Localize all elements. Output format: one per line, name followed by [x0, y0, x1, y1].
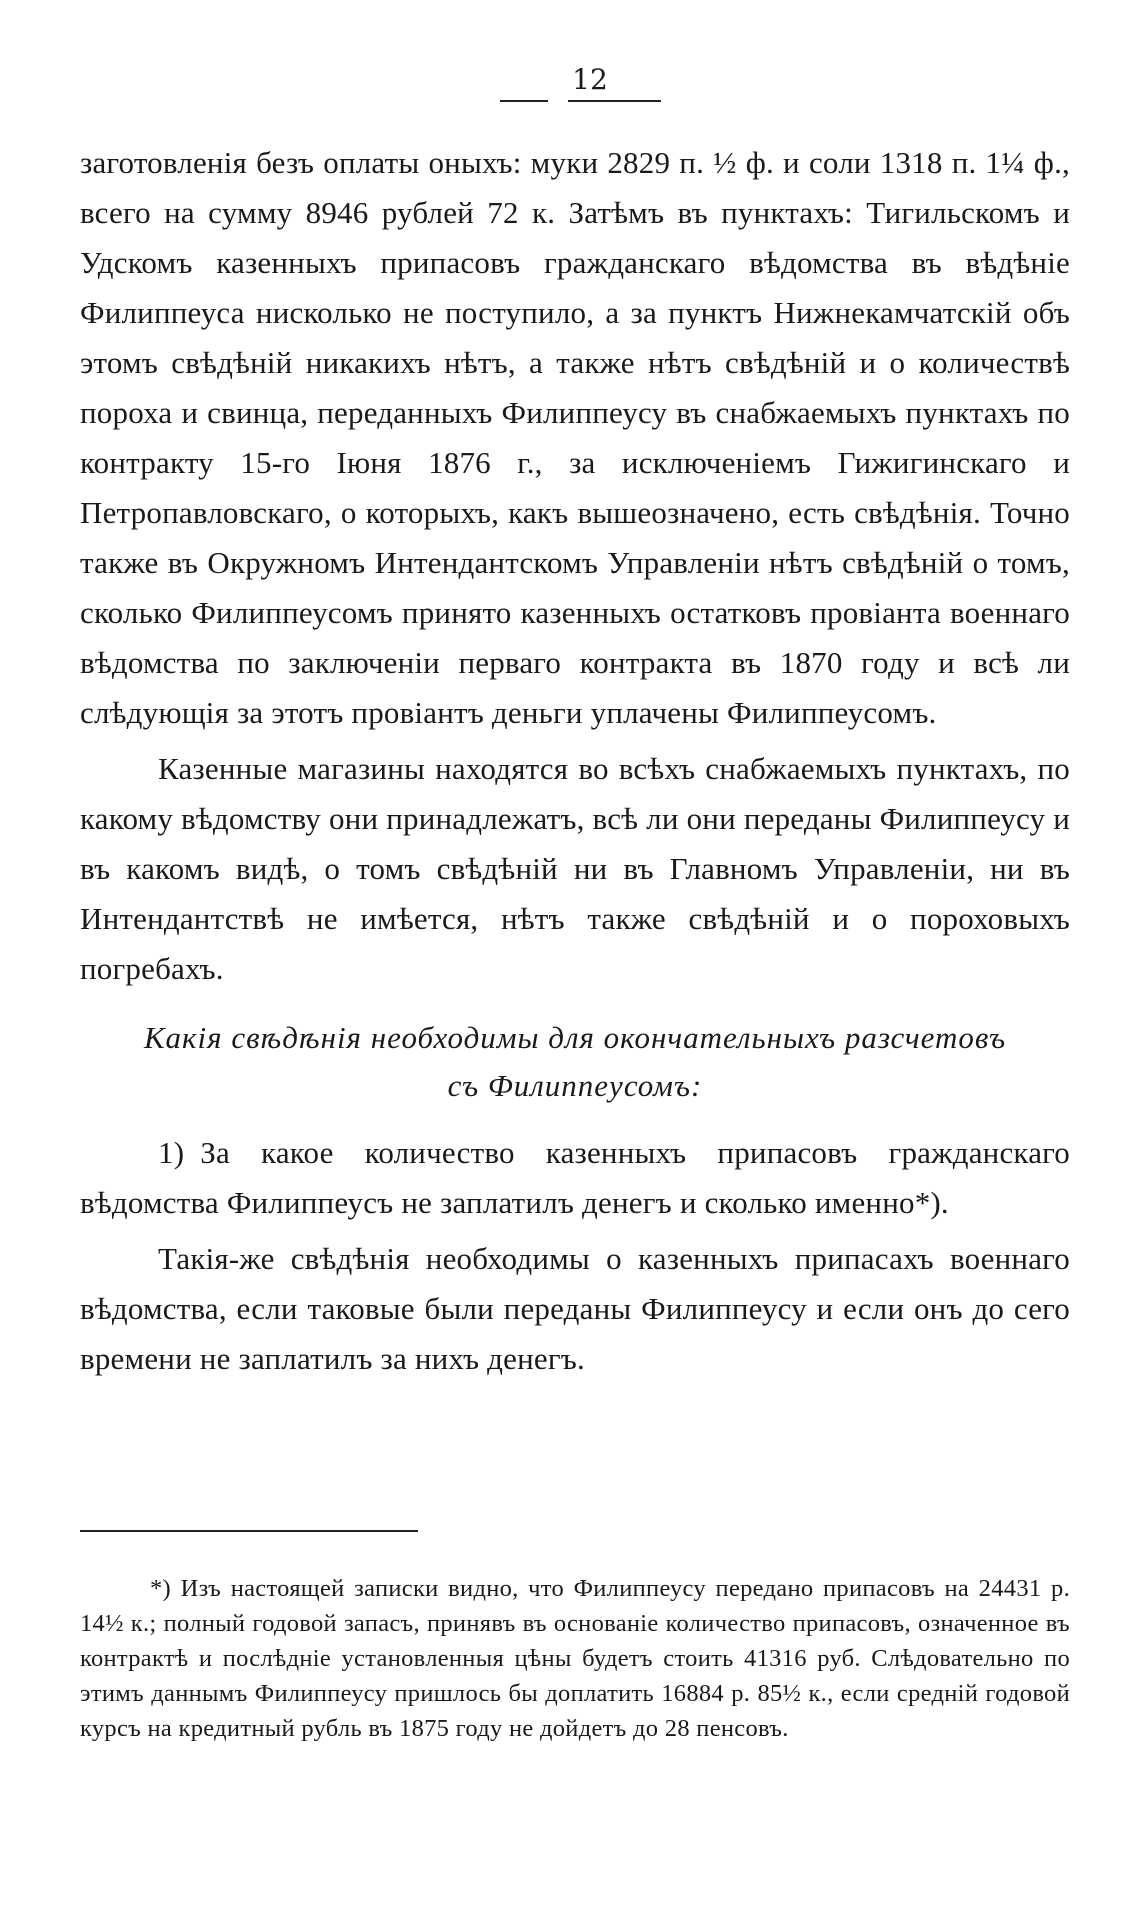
section-heading	[80, 1014, 1070, 1110]
header-rule-right	[568, 100, 661, 102]
page-number: 12	[572, 63, 608, 96]
header-rule-left	[500, 100, 548, 102]
paragraph: заготовленія безъ оплаты оныхъ: муки 2829 п. ½ ф. и соли 1318 п. 1¼ ф., всего на сумму 8946 рублей 72 к. Затѣмъ въ пунктахъ: Тигильскомъ и Удскомъ казенныхъ припасовъ гражданскаго вѣдомства въ вѣдѣніе Филиппеуса нисколько не поступило, а за пунктъ Нижнекамчатскій объ этомъ свѣдѣній никакихъ нѣтъ, а также нѣтъ свѣдѣній и о количествѣ пороха и свинца, переданныхъ Филиппеусу въ снабжаемыхъ пунктахъ по контракту 15-го Іюня 1876 г., за исключеніемъ Гижигинскаго и Петропавловскаго, о которыхъ, какъ вышеозначено, есть свѣдѣнія. Точно также въ Окружномъ Интендантскомъ Управленіи нѣтъ свѣдѣній о томъ, сколько Филиппеусомъ принято казенныхъ остатковъ провіанта военнаго вѣдомства по заключеніи перваго контракта въ 1870 году и всѣ ли слѣдующія за этотъ провіантъ деньги уплачены Филиппеусомъ.	[80, 145, 1070, 730]
body-text	[80, 138, 1070, 1384]
section-heading-line: Какія свѣдѣнія необходимы для окончательныхъ разсчетовъ	[143, 1020, 1007, 1055]
list-item-number: 1)	[158, 1135, 185, 1170]
footnote: *) Изъ настоящей записки видно, что Филиппеусу передано припасовъ на 24431 р. 14½ к.; полный годовой запасъ, принявъ въ основаніе количество припасовъ, означенное въ контрактѣ и послѣдніе установленныя цѣны будетъ стоить 41316 руб. Слѣдовательно по этимъ даннымъ Филиппеусу пришлось бы доплатить 16884 р. 85½ к., если средній годовой курсъ на кредитный рубль въ 1875 году не дойдетъ до 28 пенсовъ.	[80, 1574, 1070, 1742]
paragraph: Такія-же свѣдѣнія необходимы о казенныхъ припасахъ военнаго вѣдомства, если таковые были переданы Филиппеусу и если онъ до сего времени не заплатилъ за нихъ денегъ.	[80, 1241, 1070, 1376]
list-item	[80, 1128, 1070, 1228]
footnote-rule	[80, 1530, 418, 1532]
paragraph: Казенные магазины находятся во всѣхъ снабжаемыхъ пунктахъ, по какому вѣдомству они принадлежатъ, всѣ ли они переданы Филиппеусу и въ какомъ видѣ, о томъ свѣдѣній ни въ Главномъ Управленіи, ни въ Интендантствѣ не имѣется, нѣтъ также свѣдѣній и о пороховыхъ погребахъ.	[80, 751, 1070, 986]
section-heading-line: съ Филиппеусомъ:	[447, 1068, 703, 1103]
list-item-text: За какое количество казенныхъ припасовъ гражданскаго вѣдомства Филиппеусъ не заплатилъ денегъ и сколько именно*).	[80, 1135, 1070, 1220]
page-header	[0, 64, 1140, 114]
